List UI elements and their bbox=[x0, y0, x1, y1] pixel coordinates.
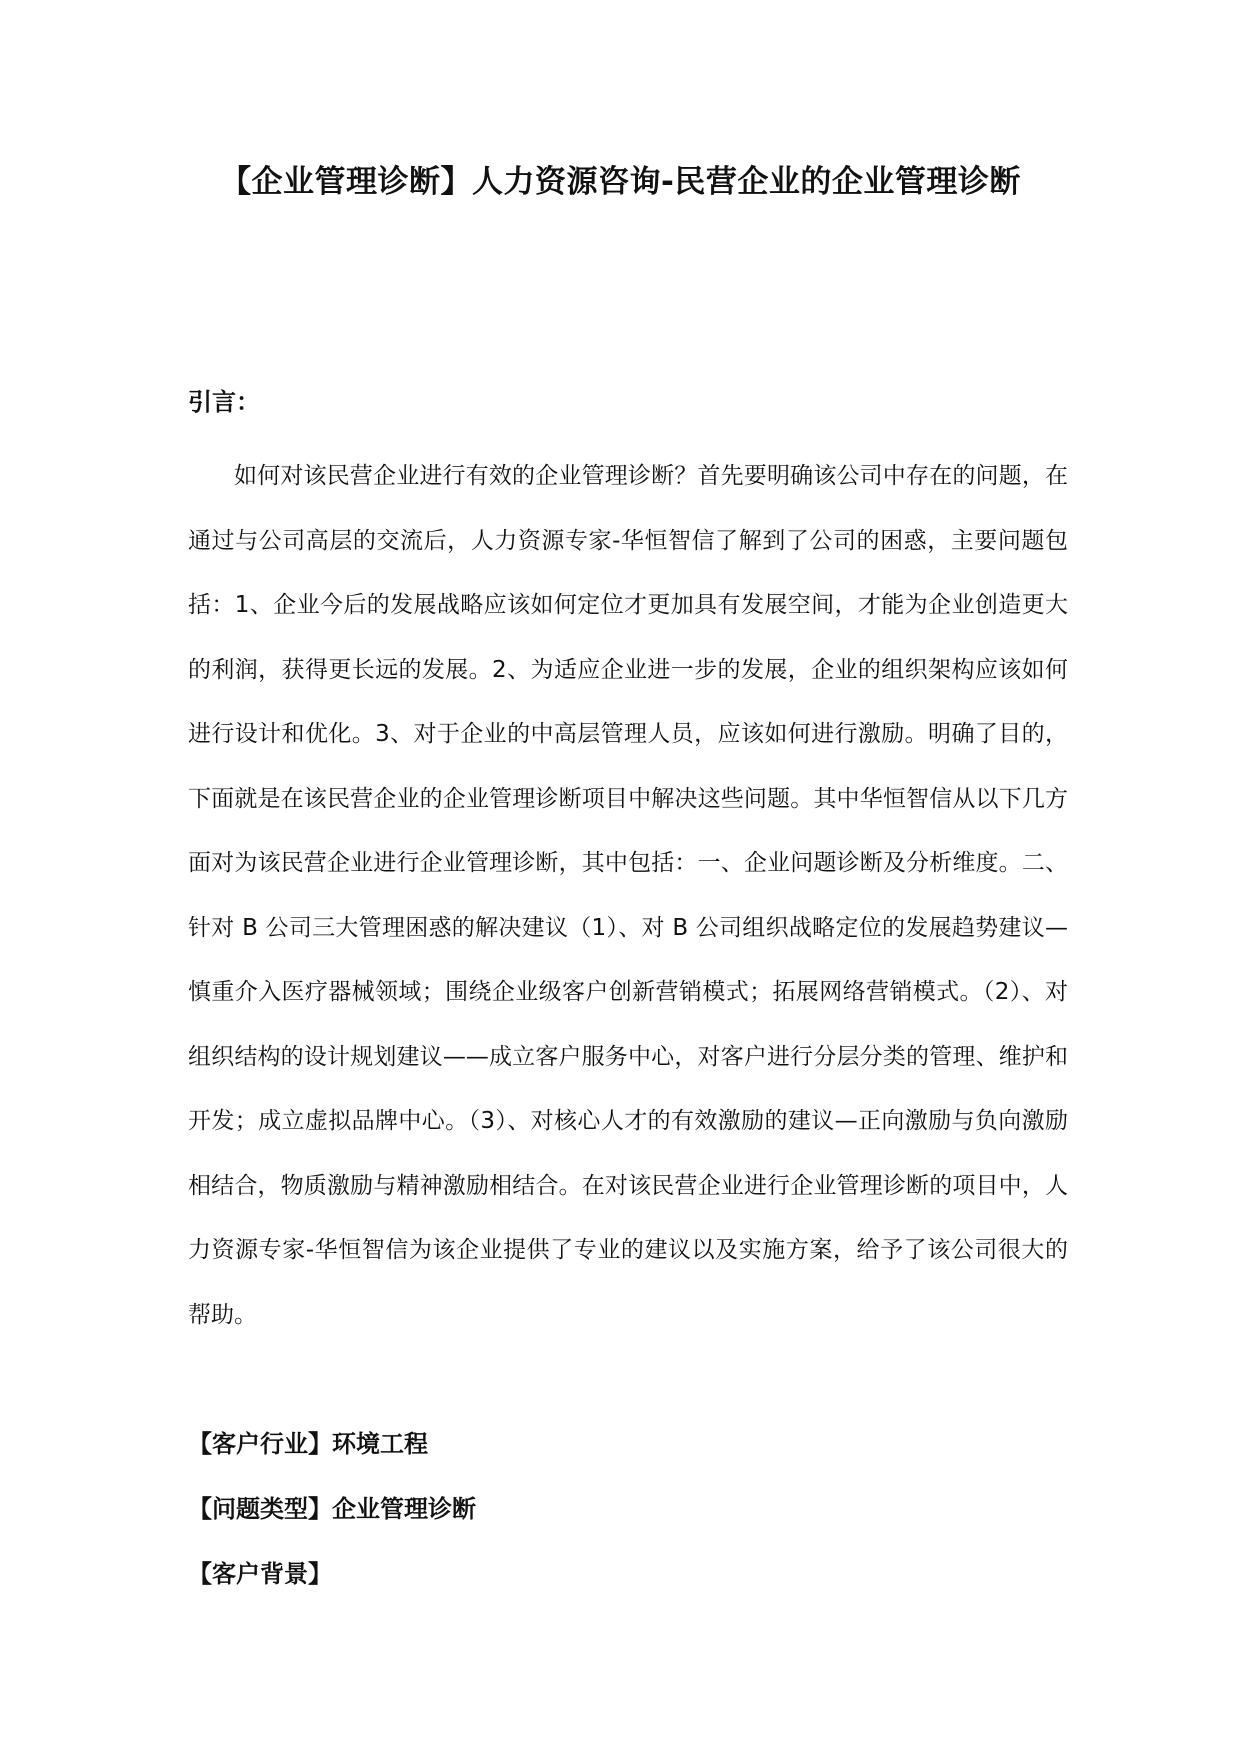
client-background-heading: 【客户背景】 bbox=[188, 1560, 332, 1588]
intro-paragraph: 如何对该民营企业进行有效的企业管理诊断？首先要明确该公司中存在的问题，在通过与公司高层的交流后，人力资源专家-华恒智信了解到了公司的困惑，主要问题包括：1、企业今后的发展战略应该如何定位才更加具有发展空间，才能为企业创造更大的利润，获得更长远的发展。2、为适应企业进一步的发展，企业的组织架构应该如何进行设计和优化。3、对于企业的中高层管理人员，应该如何进行激励。明确了目的，下面就是在该民营企业的企业管理诊断项目中解决这些问题。其中华恒智信从以下几方面对为该民营企业进行企业管理诊断，其中包括：一、企业问题诊断及分析维度。二、针对 B 公司三大管理困惑的解决建议（1）、对 B 公司组织战略定位的发展趋势建议—慎重介入医疗器械领域；围绕企业级客户创新营销模式；拓展网络营销模式。（2）、对组织结构的设计规划建议——成立客户服务中心，对客户进行分层分类的管理、维护和开发；成立虚拟品牌中心。（3）、对核心人才的有效激励的建议—正向激励与负向激励相结合，物质激励与精神激励相结合。在对该民营企业进行企业管理诊断的项目中，人力资源专家-华恒智信为该企业提供了专业的建议以及实施方案，给予了该公司很大的帮助。 bbox=[188, 463, 1068, 1328]
document-title: 【企业管理诊断】人力资源咨询-民营企业的企业管理诊断 bbox=[220, 164, 1021, 200]
client-industry-line: 【客户行业】环境工程 bbox=[188, 1430, 428, 1458]
intro-heading: 引言： bbox=[188, 388, 260, 416]
problem-type-line: 【问题类型】企业管理诊断 bbox=[188, 1495, 476, 1523]
